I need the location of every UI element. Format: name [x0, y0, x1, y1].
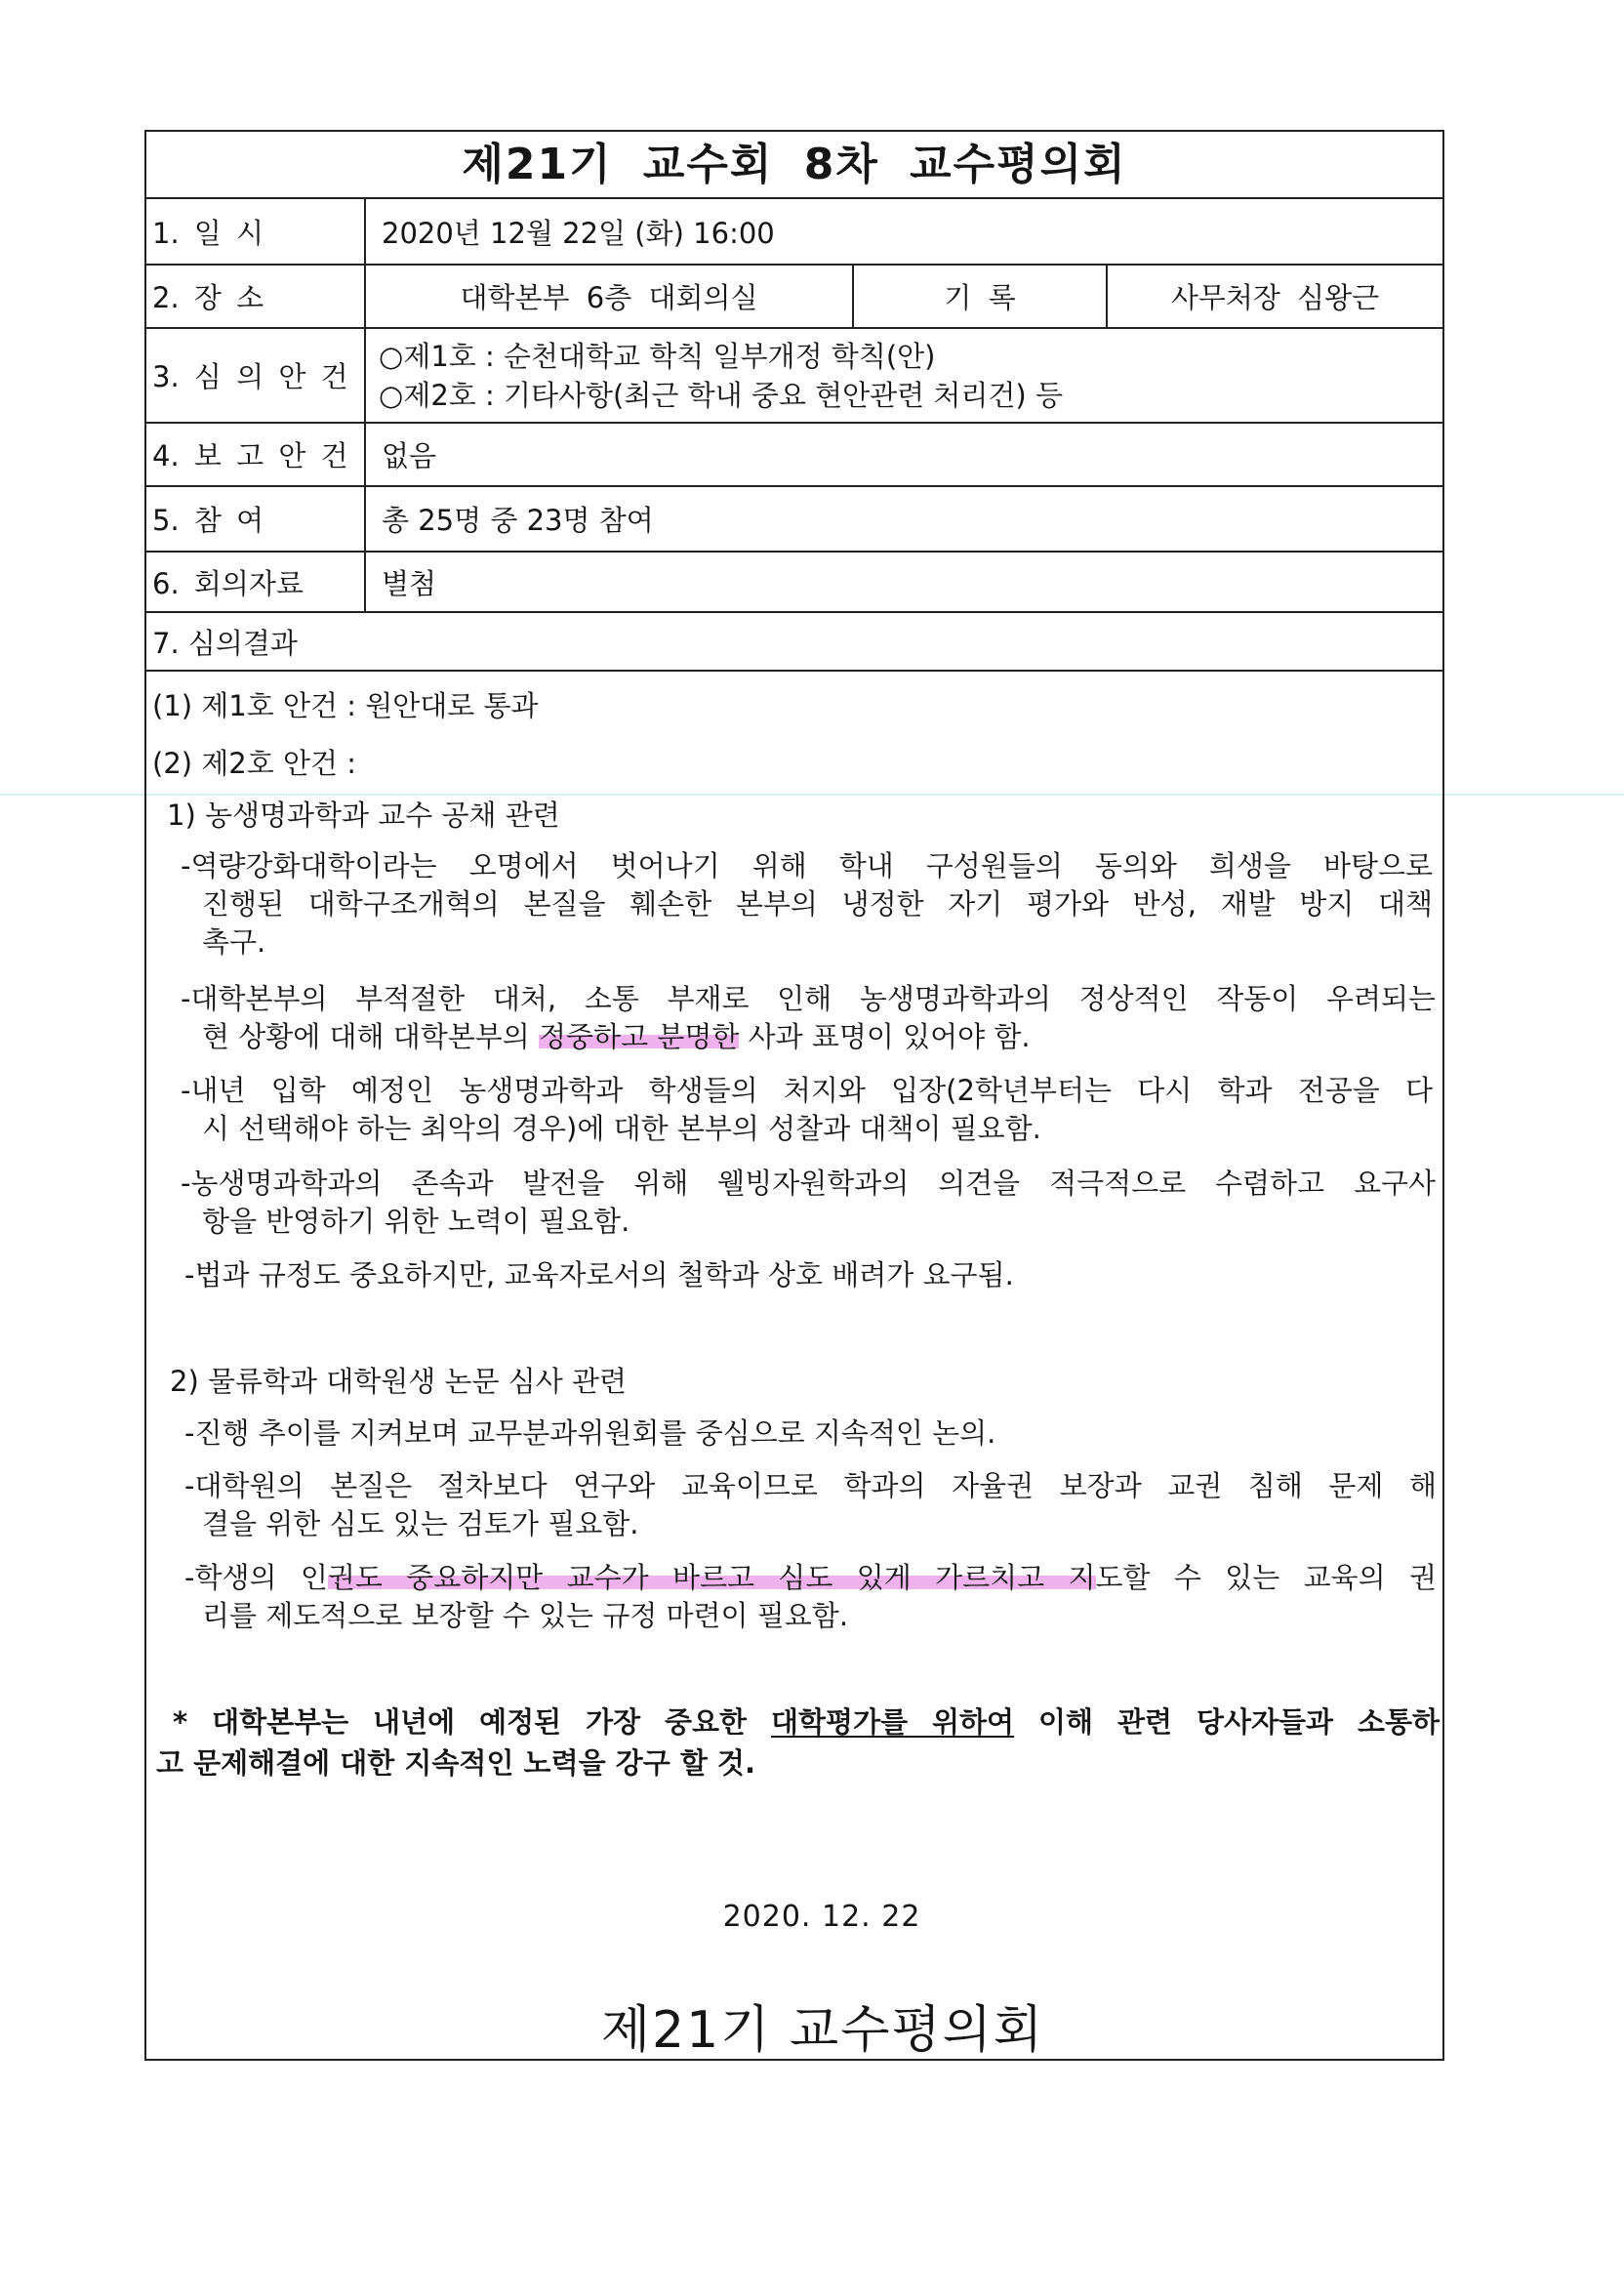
- highlighted-text: 권도 중요하지만 교수가 바르고 심도 있게 가르치고 지: [327, 1561, 1096, 1594]
- topic1-point1-line2: 진행된 대학구조개혁의 본질을 훼손한 본부의 냉정한 자기 평가와 반성, 재발 방지 대책: [202, 887, 1433, 921]
- text-segment: 현 상황에 대해 대학본부의: [202, 1020, 540, 1053]
- date-value: 2020년 12월 22일 (화) 16:00: [382, 216, 775, 250]
- topic1-point4-line2: 항을 반영하기 위한 노력이 필요함.: [202, 1205, 630, 1238]
- topic1-point2-line1: -대학본부의 부적절한 대처, 소통 부재로 인해 농생명과학과의 정상적인 작동이 우려되는: [181, 982, 1436, 1015]
- place-value: 대학본부 6층 대회의실: [366, 266, 854, 327]
- row-results-label: [146, 613, 1442, 672]
- deliberation-results: [146, 672, 1442, 2059]
- underlined-text: 대학평가를 위하여: [771, 1705, 1015, 1739]
- attendance-value: 총 25명 중 23명 참여: [382, 504, 654, 537]
- row-materials: [146, 553, 1442, 613]
- minutes-table: [144, 130, 1444, 2061]
- agenda-item: ○제2호 : 기타사항(최근 학내 중요 현안관련 처리건) 등: [379, 378, 1063, 412]
- note-line2: 고 문제해결에 대한 지속적인 노력을 강구 할 것.: [156, 1746, 755, 1780]
- highlighted-text: 정중하고 분명한: [539, 1020, 740, 1053]
- row-report: [146, 424, 1442, 487]
- topic2-heading: 2) 물류학과 대학원생 논문 심사 관련: [170, 1365, 628, 1398]
- row-place: [146, 266, 1442, 329]
- agenda-items: [366, 329, 1442, 422]
- document-title: 제21기 교수회 8차 교수평의회: [462, 139, 1127, 189]
- recorder-label: 기 록: [854, 266, 1108, 327]
- recorder-value: 사무처장 심왕근: [1170, 281, 1380, 314]
- topic1-heading: 1) 농생명과학과 교수 공채 관련: [167, 799, 560, 832]
- row-date: [146, 199, 1442, 266]
- result-item-2: (2) 제2호 안건 :: [152, 747, 357, 780]
- topic1-point5-line1: -법과 규정도 중요하지만, 교육자로서의 철학과 상호 배려가 요구됨.: [184, 1258, 1014, 1292]
- place-label: 2. 장 소: [146, 266, 366, 327]
- note-line1: [173, 1703, 1440, 1741]
- row-agenda: [146, 329, 1442, 424]
- row-attendance: [146, 487, 1442, 553]
- results-label: 7. 심의결과: [152, 626, 298, 660]
- text-segment: * 대학본부는 내년에 예정된 가장 중요한: [173, 1705, 772, 1739]
- topic1-point2-line2: [202, 1018, 1031, 1055]
- topic2-point3-line2: 리를 제도적으로 보장할 수 있는 규정 마련이 필요함.: [202, 1599, 849, 1632]
- title-row: [146, 132, 1442, 199]
- materials-value: 별첨: [382, 566, 437, 600]
- report-label: 4. 보 고 안 건: [146, 424, 366, 485]
- topic1-point1-line3: 촉구.: [202, 925, 266, 959]
- place-cells: [366, 266, 1442, 327]
- text-segment: 이해 관련 당사자들과 소통하: [1014, 1705, 1440, 1739]
- topic1-point3-line2: 시 선택해야 하는 최악의 경우)에 대한 본부의 성찰과 대책이 필요함.: [202, 1112, 1041, 1145]
- topic2-point1-line1: -진행 추이를 지켜보며 교무분과위원회를 중심으로 지속적인 논의.: [184, 1416, 996, 1450]
- date-label: 1. 일 시: [146, 199, 366, 264]
- text-segment: 사과 표명이 있어야 함.: [739, 1020, 1031, 1053]
- attendance-label: 5. 참 여: [146, 487, 366, 551]
- topic1-point4-line1: -농생명과학과의 존속과 발전을 위해 웰빙자원학과의 의견을 적극적으로 수렴하고 요구사: [181, 1167, 1436, 1200]
- document-date: 2020. 12. 22: [722, 1900, 921, 1934]
- agenda-label: 3. 심 의 안 건: [146, 329, 366, 422]
- topic1-point1-line1: -역량강화대학이라는 오명에서 벗어나기 위해 학내 구성원들의 동의와 희생을 바탕으로: [181, 849, 1433, 882]
- result-item-1: (1) 제1호 안건 : 원안대로 통과: [152, 689, 539, 722]
- materials-label: 6. 회의자료: [146, 553, 366, 611]
- topic2-point2-line1: -대학원의 본질은 절차보다 연구와 교육이므로 학과의 자율권 보장과 교권 침해 문제 해: [184, 1469, 1437, 1502]
- agenda-item: ○제1호 : 순천대학교 학칙 일부개정 학칙(안): [379, 339, 936, 373]
- text-segment: -학생의 인: [184, 1561, 328, 1594]
- signature-organization: 제21기 교수평의회: [600, 2001, 1045, 2060]
- report-value: 없음: [382, 439, 437, 472]
- topic2-point3-line1: [184, 1559, 1437, 1596]
- topic1-point3-line1: -내년 입학 예정인 농생명과학과 학생들의 처지와 입장(2학년부터는 다시 학과 전공을 다: [181, 1074, 1433, 1107]
- topic2-point2-line2: 결을 위한 심도 있는 검토가 필요함.: [202, 1507, 639, 1540]
- text-segment: 도할 수 있는 교육의 권: [1095, 1561, 1437, 1594]
